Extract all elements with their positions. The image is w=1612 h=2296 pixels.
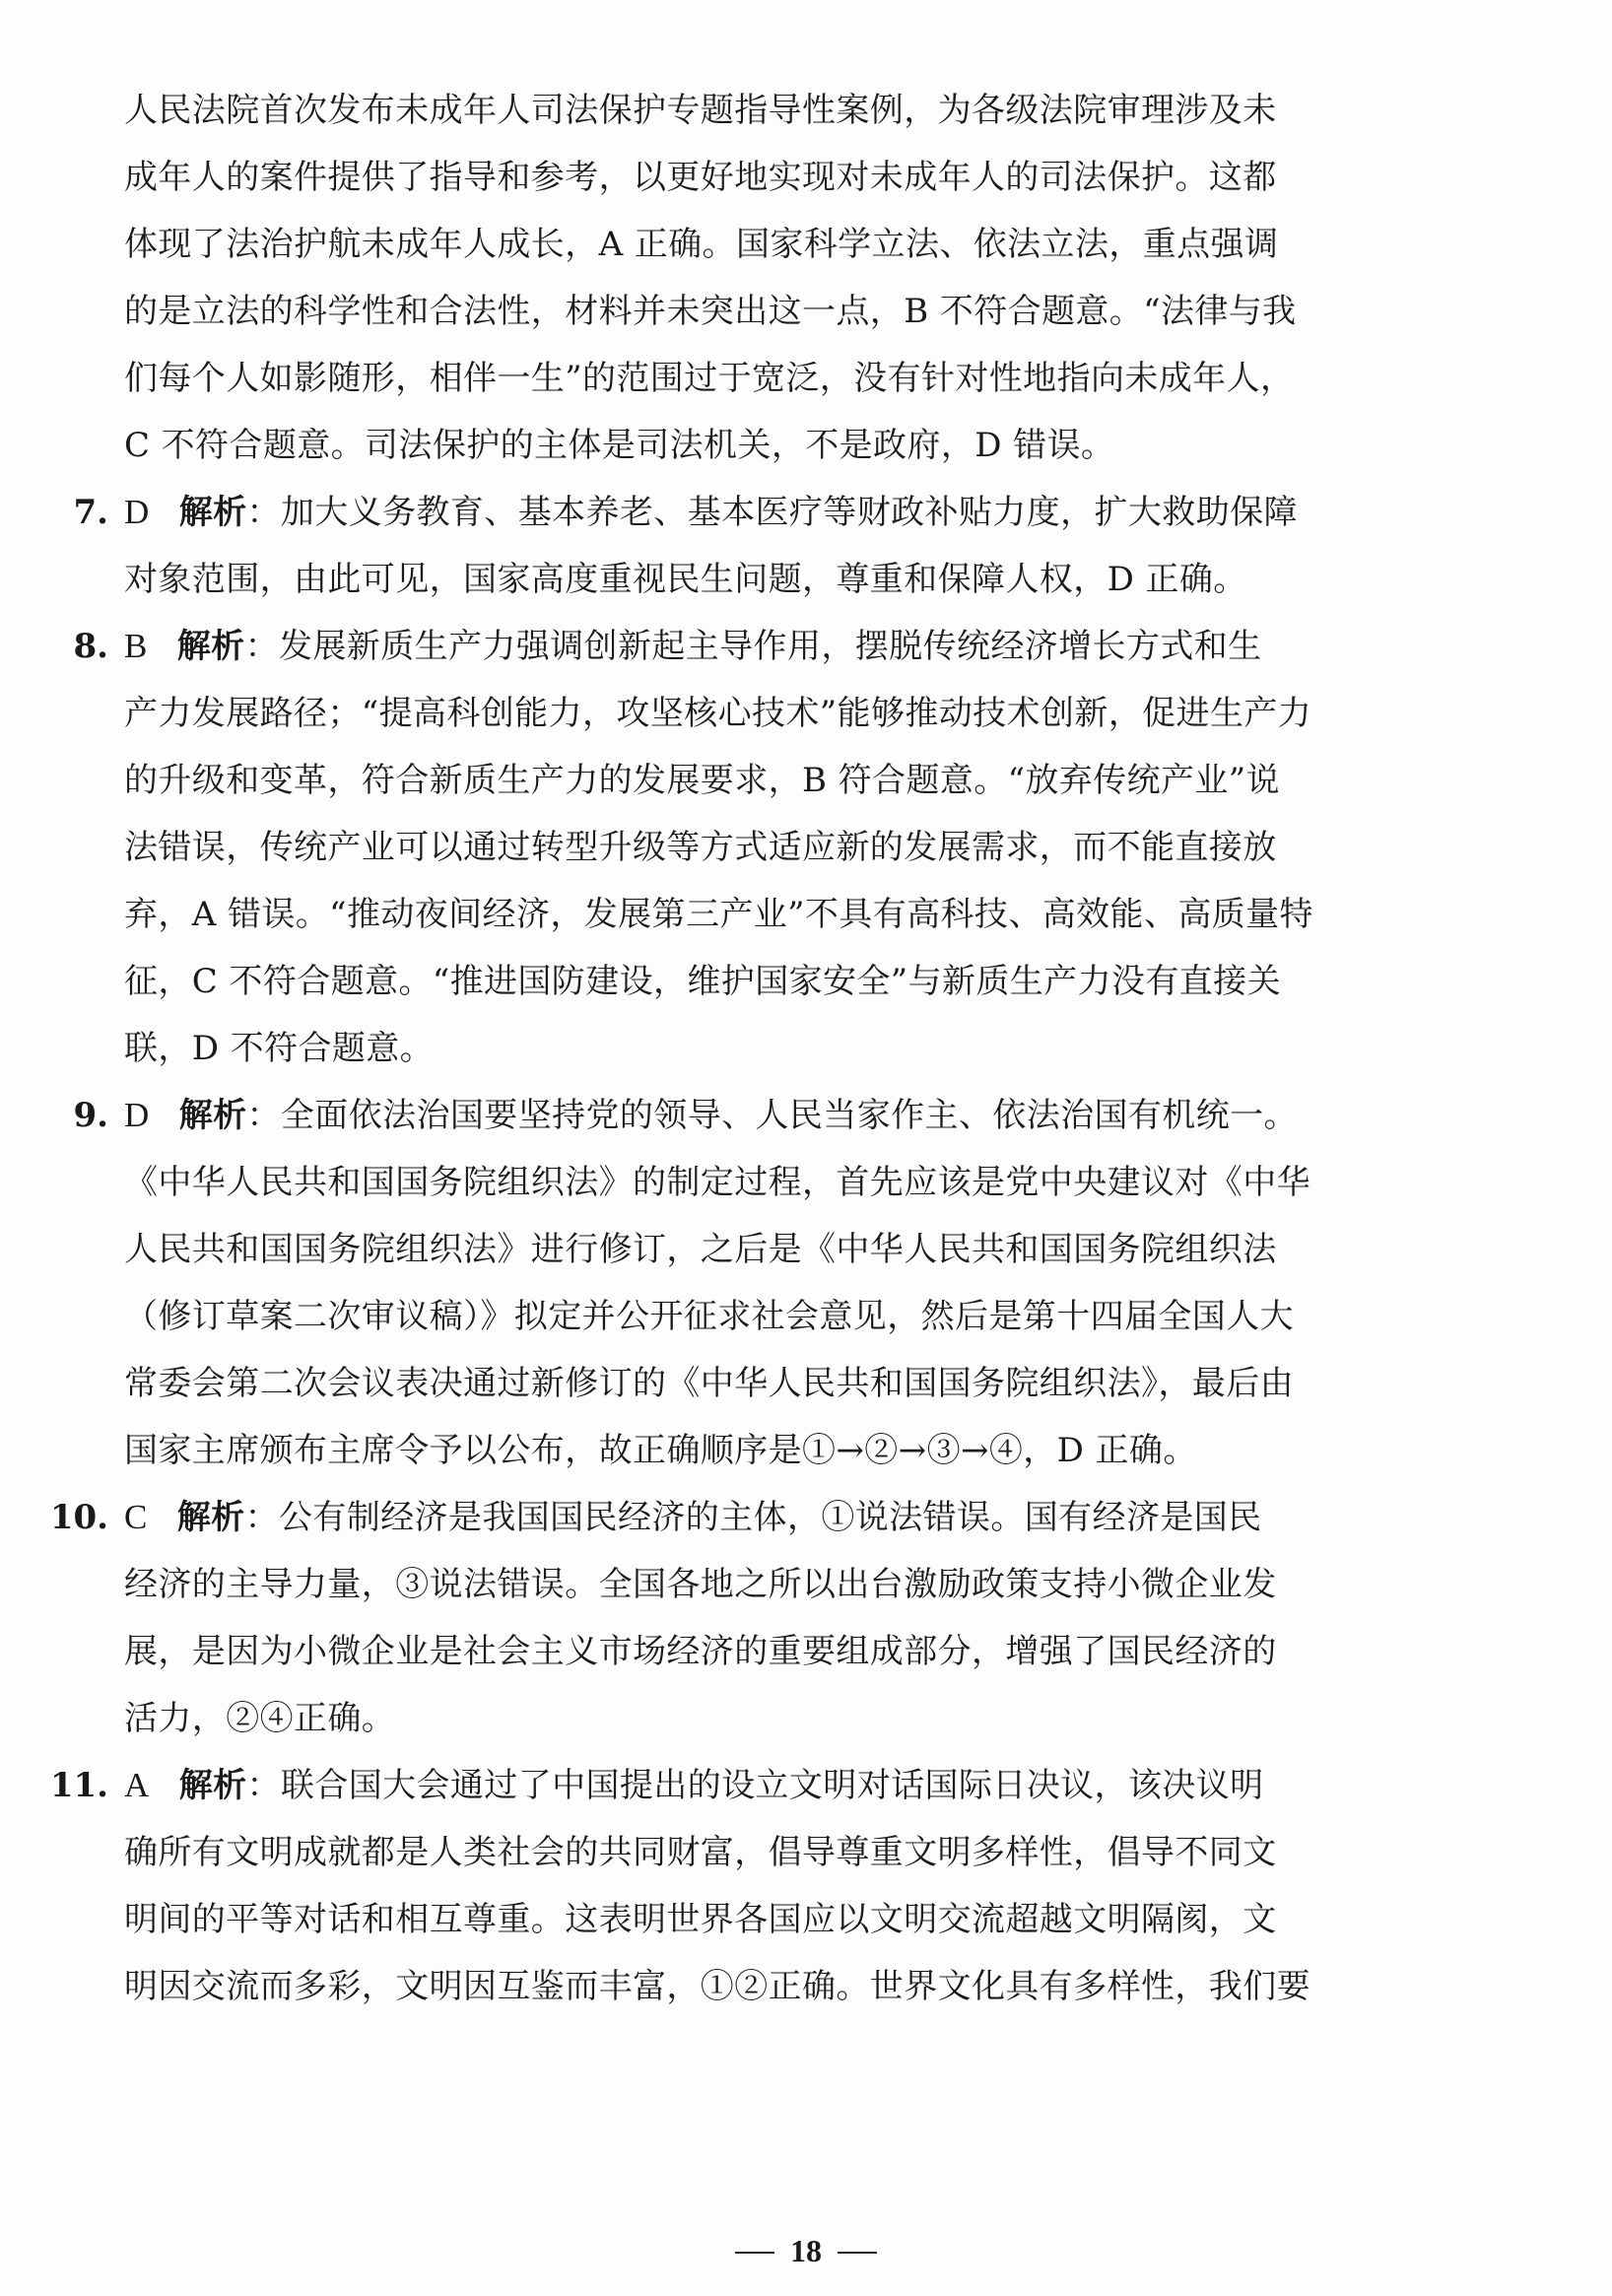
text-line: 产力发展路径；“提高科创能力，攻坚核心技术”能够推动技术创新，促进生产力 xyxy=(124,694,1312,733)
question-first-line xyxy=(124,1498,1395,1537)
text-line: ：联合国大会通过了中国提出的设立文明对话国际日决议，该决议明 xyxy=(246,1766,1264,1805)
page-number: 18 xyxy=(790,2233,822,2268)
text-line: 展，是因为小微企业是社会主义市场经济的重要组成部分，增强了国民经济的 xyxy=(124,1632,1277,1671)
text-line: 的是立法的科学性和合法性，材料并未突出这一点，B 不符合题意。“法律与我 xyxy=(124,292,1297,331)
question-number: 9. xyxy=(73,1096,108,1135)
page-footer xyxy=(0,2231,1612,2270)
text-line: 对象范围，由此可见，国家高度重视民生问题，尊重和保障人权，D 正确。 xyxy=(124,560,1247,599)
text-line: 经济的主导力量，③说法错误。全国各地之所以出台激励政策支持小微企业发 xyxy=(124,1565,1277,1604)
question-first-line xyxy=(124,627,1395,666)
text-line: 明间的平等对话和相互尊重。这表明世界各国应以文明交流超越文明隔阂，文 xyxy=(124,1900,1277,1939)
text-line: 体现了法治护航未成年人成长，A 正确。国家科学立法、依法立法，重点强调 xyxy=(124,225,1279,264)
text-line: ：发展新质生产力强调创新起主导作用，摆脱传统经济增长方式和生 xyxy=(244,627,1262,666)
text-line: 征，C 不符合题意。“推进国防建设，维护国家安全”与新质生产力没有直接关 xyxy=(124,962,1281,1001)
question-first-line xyxy=(124,493,1395,532)
text-line: 国家主席颁布主席令予以公布，故正确顺序是①→②→③→④，D 正确。 xyxy=(124,1431,1197,1470)
text-line: C 不符合题意。司法保护的主体是司法机关，不是政府，D 错误。 xyxy=(124,426,1115,465)
text-line: 们每个人如影随形，相伴一生”的范围过于宽泛，没有针对性地指向未成年人， xyxy=(124,359,1295,398)
text-line: 的升级和变革，符合新质生产力的发展要求，B 符合题意。“放弃传统产业”说 xyxy=(124,761,1280,800)
text-line: 人民法院首次发布未成年人司法保护专题指导性案例，为各级法院审理涉及未 xyxy=(124,91,1277,130)
question-number: 11. xyxy=(49,1766,108,1805)
text-line: ：全面依法治国要坚持党的领导、人民当家作主、依法治国有机统一。 xyxy=(246,1096,1298,1135)
text-line: ：公有制经济是我国国民经济的主体，①说法错误。国有经济是国民 xyxy=(244,1498,1262,1537)
text-line: 弃，A 错误。“推动夜间经济，发展第三产业”不具有高科技、高效能、高质量特 xyxy=(124,895,1313,934)
analysis-label: 解析 xyxy=(176,627,245,666)
text-line: 明因交流而多彩，文明因互鉴而丰富，①②正确。世界文化具有多样性，我们要 xyxy=(124,1967,1310,2006)
analysis-label: 解析 xyxy=(178,493,247,532)
text-line: 活力，②④正确。 xyxy=(124,1699,396,1738)
analysis-label: 解析 xyxy=(176,1498,245,1537)
analysis-label: 解析 xyxy=(178,1766,247,1805)
question-number: 10. xyxy=(49,1498,108,1537)
footer-dash-right xyxy=(838,2252,877,2254)
text-line: 法错误，传统产业可以通过转型升级等方式适应新的发展需求，而不能直接放 xyxy=(124,828,1277,867)
text-line: （修订草案二次审议稿）》拟定并公开征求社会意见，然后是第十四届全国人大 xyxy=(124,1297,1294,1336)
answer-letter: B xyxy=(124,627,148,665)
question-first-line xyxy=(124,1766,1395,1805)
analysis-label: 解析 xyxy=(178,1096,247,1135)
question-number: 7. xyxy=(73,493,108,532)
text-line: 《中华人民共和国国务院组织法》的制定过程，首先应该是党中央建议对《中华 xyxy=(124,1163,1310,1202)
answer-letter: A xyxy=(124,1766,150,1804)
text-line: ：加大义务教育、基本养老、基本医疗等财政补贴力度，扩大救助保障 xyxy=(246,493,1298,532)
answer-letter: D xyxy=(124,493,150,531)
footer-dash-left xyxy=(735,2252,774,2254)
text-line: 人民共和国国务院组织法》进行修订，之后是《中华人民共和国国务院组织法 xyxy=(124,1230,1277,1269)
text-line: 联，D 不符合题意。 xyxy=(124,1029,435,1068)
question-first-line xyxy=(124,1096,1395,1135)
answer-letter: D xyxy=(124,1096,150,1134)
question-number: 8. xyxy=(73,627,108,666)
text-line: 成年人的案件提供了指导和参考，以更好地实现对未成年人的司法保护。这都 xyxy=(124,158,1277,197)
answer-letter: C xyxy=(124,1498,148,1536)
text-line: 确所有文明成就都是人类社会的共同财富，倡导尊重文明多样性，倡导不同文 xyxy=(124,1833,1277,1872)
text-line: 常委会第二次会议表决通过新修订的《中华人民共和国国务院组织法》，最后由 xyxy=(124,1364,1294,1403)
